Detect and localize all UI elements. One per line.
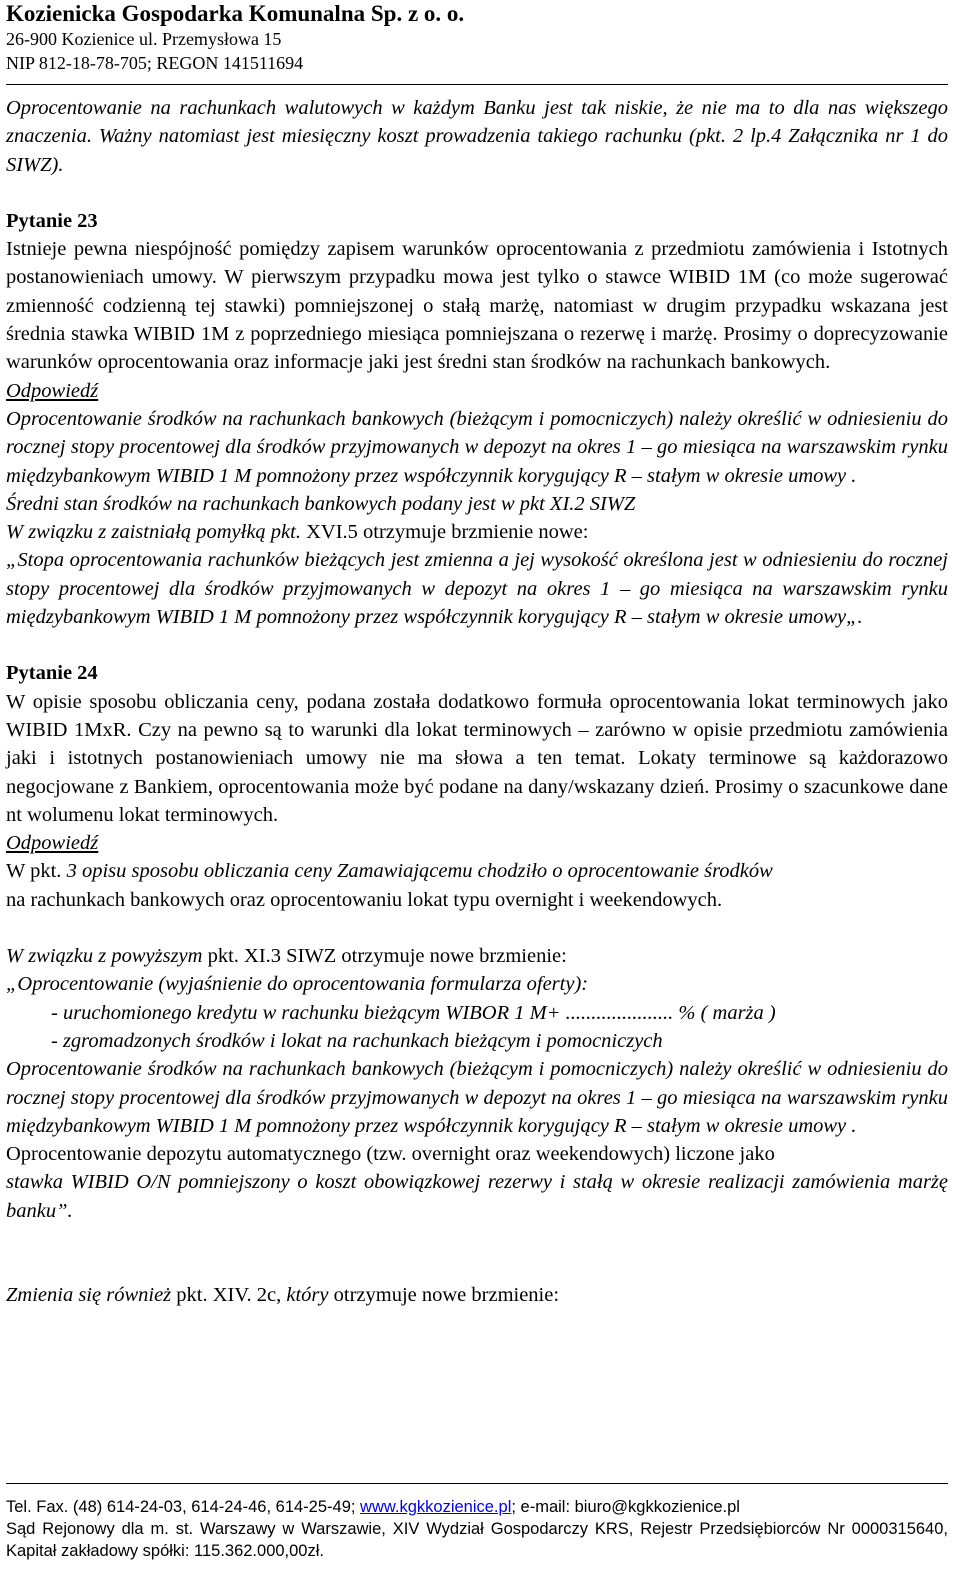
question-23-heading: Pytanie 23 bbox=[6, 209, 98, 232]
overnight-paragraph: Oprocentowanie depozytu automatycznego (tzw. overnight oraz weekendowych) liczone jako bbox=[6, 1143, 775, 1166]
closing-rest: otrzymuje nowe brzmienie: bbox=[328, 1283, 560, 1306]
spacer bbox=[6, 179, 948, 207]
closing-italic-1: Zmienia się również bbox=[6, 1283, 172, 1306]
answer-24-label: Odpowiedź bbox=[6, 832, 99, 855]
spacer bbox=[6, 914, 948, 942]
new-wording-paragraph: Oprocentowanie środków na rachunkach bankowych (bieżącym i pomocniczych) należy określić w odniesieniu do rocznej stopy procentowej dla środków przyjmowanych w depozyt na okres 1 – go miesiąca na warszawskim rynku międzybankowym WIBID 1 M pomnożony przez współczynnik korygujący R – stałym w okresie umowy . bbox=[6, 1058, 948, 1137]
answer-23-average-balance: Średni stan środków na rachunkach bankowych podany jest w pkt XI.2 SIWZ bbox=[6, 492, 636, 515]
footer-court-registration: Sąd Rejonowy dla m. st. Warszawy w Warszawie, XIV Wydział Gospodarczy KRS, Rejestr Przedsiębiorców Nr 0000315640, Kapitał zakładowy spółki: 115.362.000,00zł. bbox=[6, 1520, 948, 1560]
company-ids: NIP 812-18-78-705; REGON 141511694 bbox=[6, 53, 304, 73]
spacer bbox=[6, 1225, 948, 1253]
answer-24-change-note bbox=[6, 942, 948, 970]
answer-23-change-note bbox=[6, 518, 948, 546]
answer-23-label: Odpowiedź bbox=[6, 379, 99, 402]
answer-24-italic: 3 opisu sposobu obliczania ceny Zamawiającemu chodziło o oprocentowanie środków bbox=[66, 860, 773, 883]
change-note-rest: pkt. XI.3 SIWZ otrzymuje nowe brzmienie: bbox=[202, 945, 567, 968]
answer-23-paragraph: Oprocentowanie środków na rachunkach bankowych (bieżącym i pomocniczych) należy określić w odniesieniu do rocznej stopy procentowej dla środków przyjmowanych w depozyt na okres 1 – go miesiąca na warszawskim rynku międzybankowym WIBID 1 M pomnożony przez współczynnik korygujący R – stałym w okresie umowy . bbox=[6, 407, 948, 487]
footer-email: ; e-mail: biuro@kgkkozienice.pl bbox=[511, 1498, 740, 1516]
intro-paragraph: Oprocentowanie na rachunkach walutowych w każdym Banku jest tak niskie, że nie ma to dla nas większego znaczenia. Ważny natomiast jest miesięczny koszt prowadzenia takiego rachunku (pkt. 2 lp.4 Załącznika nr 1 do SIWZ). bbox=[6, 97, 948, 176]
letterhead bbox=[6, 0, 948, 75]
change-note-rest: XVI.5 otrzymuje brzmienie nowe: bbox=[300, 521, 589, 544]
answer-23-new-wording: „Stopa oprocentowania rachunków bieżących jest zmienna a jej wysokość określona jest w odniesieniu do rocznej stopy procentowej dla środków przyjmowanych w depozyt na okres 1 – go miesiąca na warszawskim rynku międzybankowym WIBID 1 M pomnożony przez współczynnik korygujący R – stałym w okresie umowy„. bbox=[6, 549, 948, 629]
change-note-italic: W związku z zaistniałą pomyłką pkt. bbox=[6, 521, 301, 544]
answer-24-prefix: W pkt. bbox=[6, 860, 67, 883]
header-divider bbox=[6, 84, 948, 85]
footer-contact bbox=[6, 1496, 948, 1518]
list-item-deposits: - zgromadzonych środków i lokat na rachunkach bieżącym i pomocniczych bbox=[51, 1029, 663, 1052]
company-name: Kozienicka Gospodarka Komunalna Sp. z o. o. bbox=[6, 1, 465, 26]
closing-italic-2: który bbox=[286, 1283, 329, 1306]
question-24-heading: Pytanie 24 bbox=[6, 662, 98, 685]
company-address: 26-900 Kozienice ul. Przemysłowa 15 bbox=[6, 29, 282, 49]
closing-line bbox=[6, 1281, 948, 1309]
list-item-credit: - uruchomionego kredytu w rachunku bieżącym WIBOR 1 M+ ..................... % ( marża ) bbox=[51, 1001, 776, 1024]
spacer bbox=[6, 631, 948, 659]
question-23-text: Istnieje pewna niespójność pomiędzy zapisem warunków oprocentowania z przedmiotu zamówienia i Istotnych postanowieniach umowy. W pierwszym przypadku mowa jest tylko o stawce WIBID 1M (co może sugerować zmienność codzienną tej stawki) pomniejszonej o stałą marżę, natomiast w drugim przypadku wskazana jest średnia stawka WIBID 1M z poprzedniego miesiąca pomniejszana o rezerwę i marżę. Prosimy o doprecyzowanie warunków oprocentowania oraz informacje jaki jest średni stan środków na rachunkach bankowych. bbox=[6, 238, 948, 374]
footer bbox=[6, 1496, 948, 1562]
question-24-text: W opisie sposobu obliczania ceny, podana została dodatkowo formuła oprocentowania lokat terminowych jako WIBID 1MxR. Czy na pewno są to warunki dla lokat terminowych – zarówno w opisie przedmiotu zamówienia jaki i istotnych postanowieniach umowy nie ma słowa a ten temat. Lokaty terminowe są każdorazowo negocjowane z Bankiem, oprocentowania może być podane na dany/wskazany dzień. Prosimy o szacunkowe dane nt wolumenu lokat terminowych. bbox=[6, 690, 948, 826]
footer-divider bbox=[6, 1483, 948, 1484]
footer-phone: Tel. Fax. (48) 614-24-03, 614-24-46, 614-25-49; bbox=[6, 1498, 361, 1516]
overnight-paragraph-continuation: stawka WIBID O/N pomniejszony o koszt obowiązkowej rezerwy i stałą w okresie realizacji zamówienia marżę banku”. bbox=[6, 1171, 948, 1222]
website-link[interactable]: www.kgkkozienice.pl bbox=[360, 1498, 512, 1516]
answer-24-continuation: na rachunkach bankowych oraz oprocentowaniu lokat typu overnight i weekendowych. bbox=[6, 888, 723, 911]
spacer bbox=[6, 1253, 948, 1281]
closing-mid: pkt. XIV. 2c, bbox=[171, 1283, 287, 1306]
answer-24-paragraph bbox=[6, 857, 948, 885]
new-wording-intro: „Oprocentowanie (wyjaśnienie do oprocentowania formularza oferty): bbox=[6, 973, 589, 996]
document-body bbox=[6, 94, 948, 1309]
change-note-italic: W związku z powyższym bbox=[6, 945, 203, 968]
